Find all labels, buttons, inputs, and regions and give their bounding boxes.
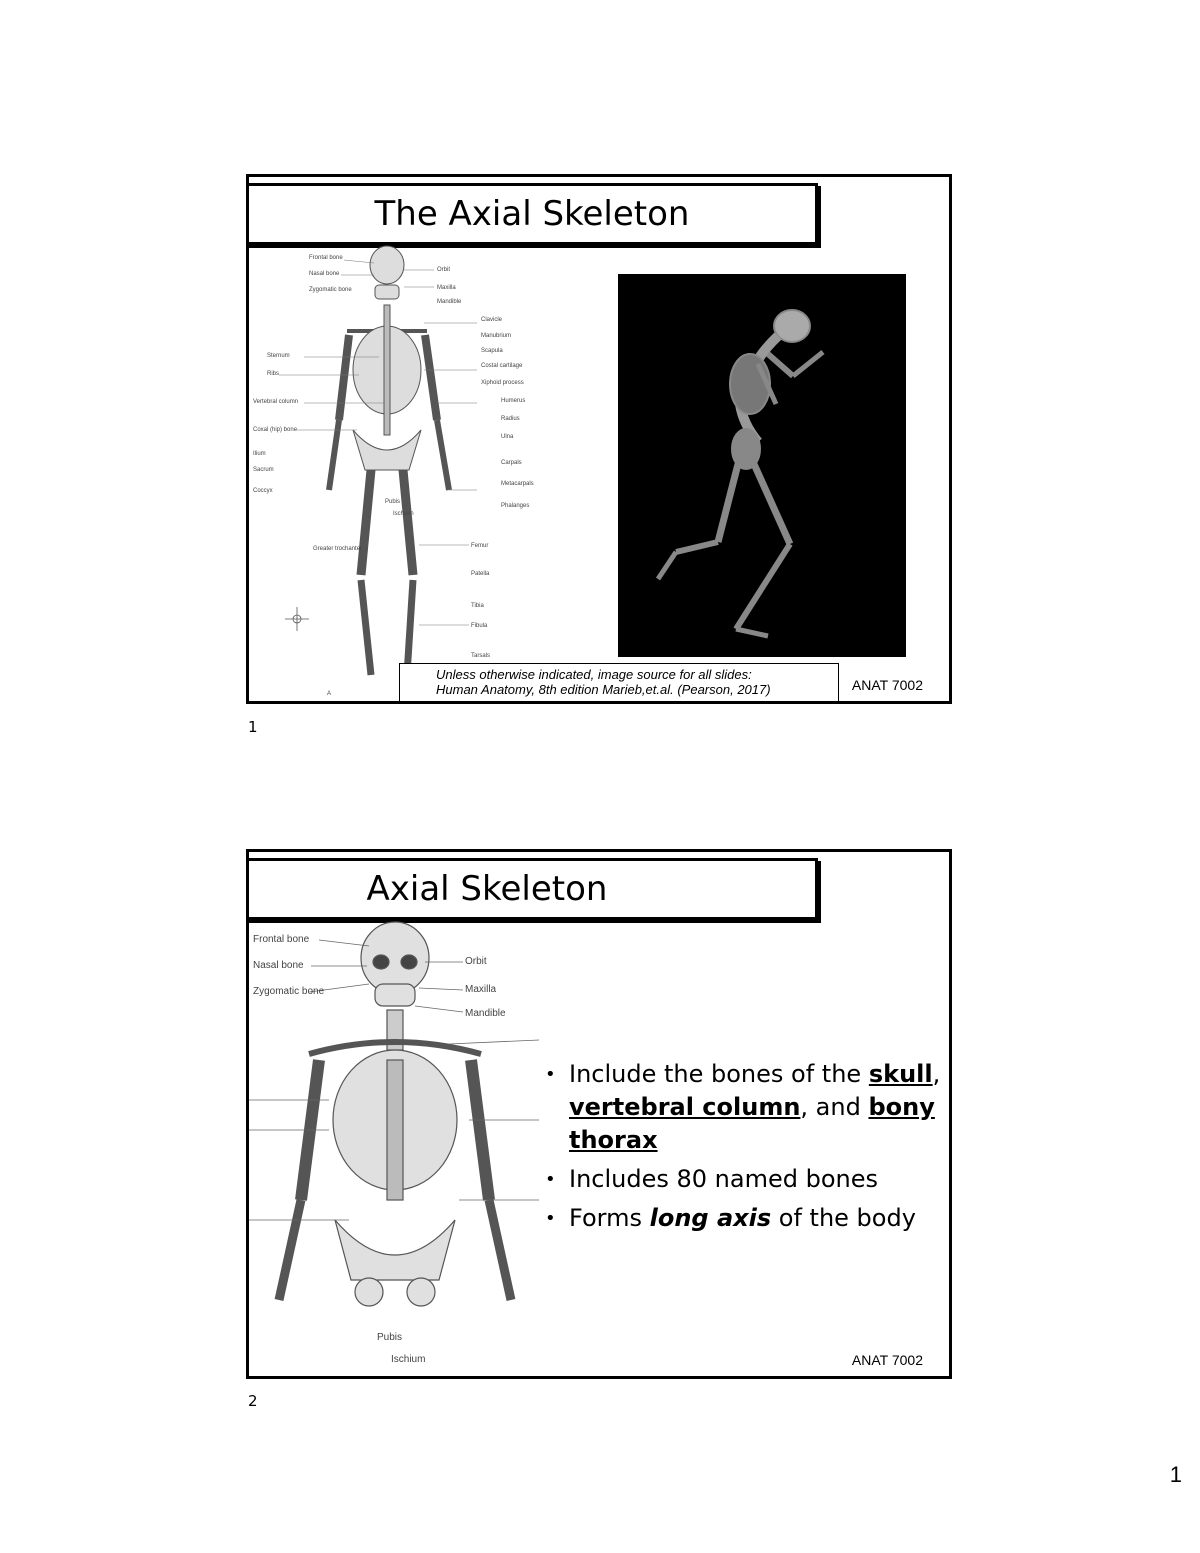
skeleton-label: Nasal bone <box>309 271 340 277</box>
skeleton-label: Fibula <box>471 623 488 629</box>
skeleton-label: Phalanges <box>501 503 530 509</box>
skeleton-label: Patella <box>471 571 490 577</box>
skeleton-label: Ribs <box>267 371 280 377</box>
skeleton-label: Metacarpals <box>501 481 534 487</box>
skeleton-label: Sacrum <box>253 467 274 473</box>
slide-1-footer: ANAT 7002 <box>851 677 923 693</box>
skeleton-label: Radius <box>501 416 520 422</box>
slide-2-footer: ANAT 7002 <box>851 1352 923 1368</box>
bullet-text: of the body <box>778 1204 916 1232</box>
skeleton-label: Sternum <box>267 353 290 359</box>
skeleton-label: Femur <box>471 543 489 549</box>
credit-line-1: Unless otherwise indicated, image source for all slides: <box>436 667 752 682</box>
skeleton-label: Costal cartilage <box>481 363 523 369</box>
skull-thorax-figure <box>249 920 539 1366</box>
slide-2-title: Axial Skeleton <box>366 869 608 909</box>
term-long-axis: long axis <box>649 1204 772 1232</box>
term-vertebral-column: vertebral column <box>569 1093 801 1121</box>
slide-1-title: The Axial Skeleton <box>374 194 690 234</box>
slide-2-title-box <box>246 858 818 920</box>
bullet-text: Includes 80 named bones <box>569 1165 878 1193</box>
skull-label: Orbit <box>465 956 487 967</box>
term-skull: skull <box>868 1060 933 1088</box>
bullet-item <box>543 1058 943 1157</box>
skeleton-label: Coxal (hip) bone <box>253 427 298 433</box>
skeleton-label: Ischium <box>393 511 414 517</box>
skeleton-label: Ilium <box>253 451 266 457</box>
figure-letter: A <box>327 691 332 697</box>
skeleton-label: Pubis <box>385 499 401 505</box>
slide-1-title-box <box>246 183 818 245</box>
skeleton-label: Clavicle <box>481 317 503 323</box>
bullet-item <box>543 1202 943 1235</box>
skeleton-label: Humerus <box>501 398 526 404</box>
skeleton-label: Greater trochanter <box>313 546 363 552</box>
skeleton-label: Manubrium <box>481 333 512 339</box>
skull-label: Nasal bone <box>253 960 304 971</box>
skull-label: Zygomatic bone <box>253 986 325 997</box>
compass-rose-icon <box>285 607 309 631</box>
skeleton-label: Carpals <box>501 460 522 466</box>
slide-2-number: 2 <box>248 1392 258 1410</box>
skeleton-label: Xiphoid process <box>481 380 524 386</box>
skeleton-label: Tibia <box>471 603 484 609</box>
skeleton-label: Mandible <box>437 299 462 305</box>
key-points-list <box>543 1058 943 1241</box>
running-skeleton-image <box>618 274 906 657</box>
bullet-text: , <box>932 1060 941 1088</box>
skeleton-label: Tarsals <box>471 653 491 659</box>
skull-label: Frontal bone <box>253 934 310 945</box>
credit-line-2: Human Anatomy, 8th edition Marieb,et.al. (Pearson, 2017) <box>436 682 771 697</box>
skull-label: Mandible <box>465 1008 506 1019</box>
term-bony-thorax: bony thorax <box>569 1093 935 1154</box>
bullet-item <box>543 1163 943 1196</box>
slide-1 <box>246 174 952 704</box>
skeleton-label: Scapula <box>481 348 503 354</box>
skeleton-label: Coccyx <box>253 488 273 494</box>
labeled-skeleton-figure <box>249 245 549 704</box>
skeleton-label: Ulna <box>501 434 514 440</box>
bullet-text: Forms <box>569 1204 642 1232</box>
skeleton-label: Frontal bone <box>309 255 343 261</box>
page-number: 1 <box>1169 1462 1182 1487</box>
image-source-credit <box>399 663 839 703</box>
skeleton-label: Vertebral column <box>253 399 299 405</box>
skull-label: Maxilla <box>465 984 497 995</box>
pelvis-label: Pubis <box>377 1332 403 1343</box>
skeleton-label: Orbit <box>437 267 451 273</box>
slide-1-number: 1 <box>248 718 258 736</box>
slide-2 <box>246 849 952 1379</box>
bullet-text: , and <box>800 1093 861 1121</box>
bullet-text: Include the bones of the <box>569 1060 862 1088</box>
pelvis-label: Ischium <box>391 1354 426 1365</box>
skeleton-label: Zygomatic bone <box>309 287 352 293</box>
skeleton-label: Maxilla <box>437 285 456 291</box>
